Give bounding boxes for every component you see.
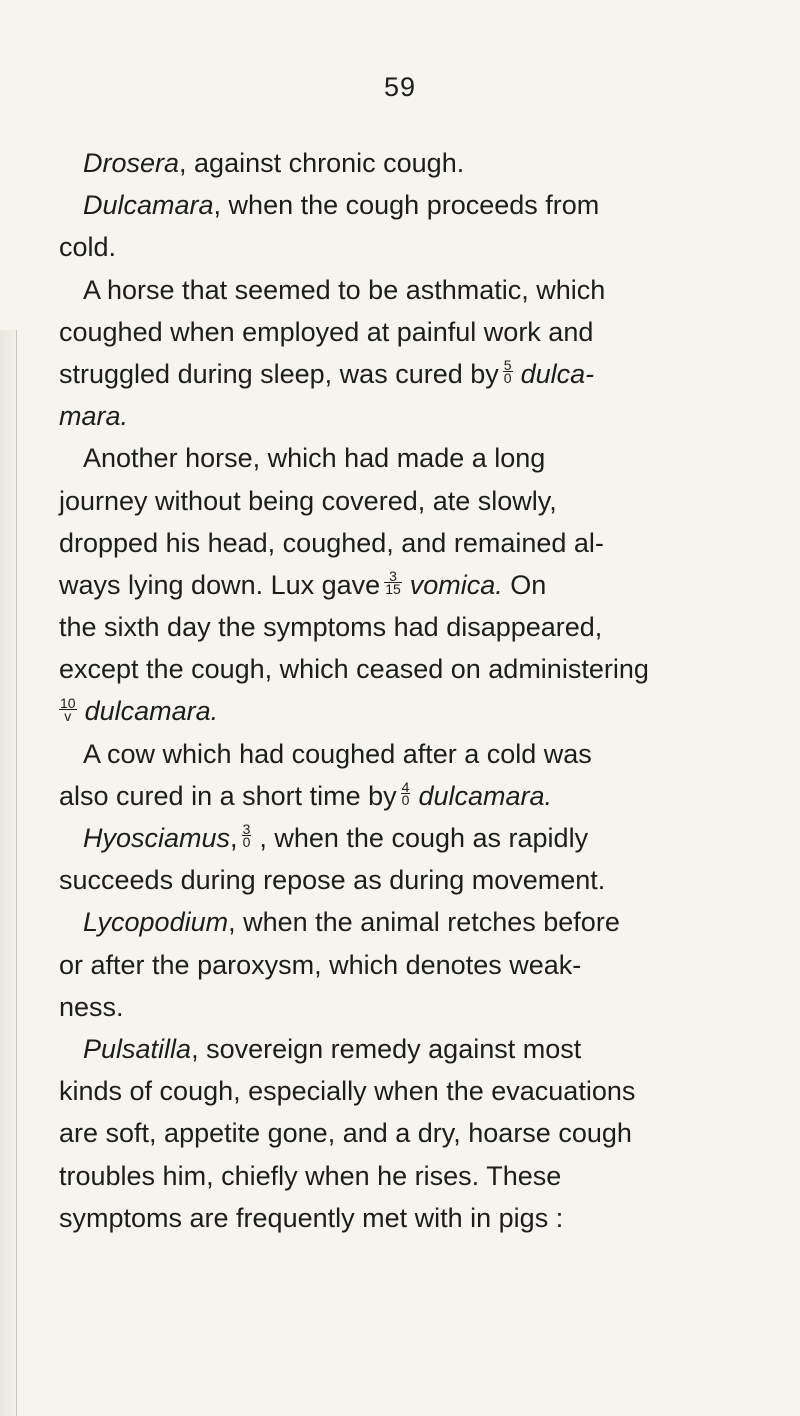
body-text (59, 142, 799, 1239)
remedy-name: Hyosciamus (83, 823, 231, 853)
dose-fraction (503, 357, 513, 387)
line-text: symptoms are frequently met with in pigs : (59, 1202, 564, 1233)
text-line (59, 184, 799, 226)
text-line (59, 269, 799, 311)
text-line (59, 944, 799, 986)
line-text: , when the cough as rapidly (259, 823, 589, 853)
text-line (59, 606, 799, 648)
text-line (59, 437, 799, 479)
line-text: ness. (59, 991, 124, 1022)
line-text: coughed when employed at painful work and (59, 316, 594, 347)
line-text: ways lying down. Lux gave (59, 569, 381, 600)
line-text: journey without being covered, ate slowly, (59, 485, 557, 516)
dose-fraction (401, 779, 411, 809)
line-text: A cow which had coughed after a cold was (83, 738, 592, 769)
line-text: Another horse, which had made a long (83, 443, 546, 474)
text-line (59, 480, 799, 522)
remedy-name: Pulsatilla (83, 1033, 192, 1064)
line-text: A horse that seemed to be asthmatic, which (83, 274, 606, 305)
line-text: the sixth day the symptoms had disappeared, (59, 612, 603, 643)
text-line (59, 522, 799, 564)
page-gutter-edge (16, 330, 17, 1416)
text-line (59, 648, 799, 690)
remedy-name: Drosera (83, 148, 180, 178)
line-text: or after the paroxysm, which denotes weak- (59, 949, 582, 980)
line-text: cold. (59, 232, 117, 263)
text-line (59, 775, 799, 817)
line-text: , when the cough proceeds from (213, 190, 600, 221)
text-line (59, 564, 799, 606)
text-line (59, 1112, 799, 1154)
fraction-numerator: 3 (384, 570, 402, 583)
remedy-name: Dulcamara (83, 190, 214, 221)
line-text: On (510, 569, 547, 600)
remedy-name: vomica. (409, 569, 511, 600)
fraction-denominator: 0 (242, 834, 251, 851)
line-text: also cured in a short time by (59, 780, 397, 811)
text-line (59, 395, 799, 437)
page-number: 59 (383, 72, 417, 102)
page-gutter-shadow (0, 330, 16, 1416)
fraction-numerator: 3 (242, 821, 251, 838)
line-text: troubles him, chiefly when he rises. These (59, 1160, 562, 1191)
text-line (59, 311, 799, 353)
line-text: are soft, appetite gone, and a dry, hoarse cough (59, 1118, 632, 1149)
remedy-name: Lycopodium (83, 907, 229, 938)
line-text: , sovereign remedy against most (191, 1033, 582, 1064)
remedy-name: dulcamara. (84, 696, 219, 727)
line-text: , (230, 823, 238, 853)
text-line (59, 226, 799, 268)
fraction-numerator: 10 (60, 694, 76, 711)
line-text: struggled during sleep, was cured by (59, 358, 499, 389)
text-line (59, 690, 799, 732)
text-line (59, 1070, 799, 1112)
text-line (59, 1155, 799, 1197)
fraction-denominator: 15 (385, 581, 401, 598)
line-text: except the cough, which ceased on administering (59, 654, 649, 685)
fraction-numerator: 5 (503, 357, 512, 374)
fraction-numerator: 4 (401, 779, 410, 796)
text-line (59, 859, 799, 901)
line-text: , when the animal retches before (228, 907, 620, 938)
line-text: succeeds during repose as during movement. (59, 865, 606, 896)
line-text: , against chronic cough. (179, 148, 465, 178)
text-line (59, 901, 799, 943)
dose-fraction (242, 821, 252, 851)
text-line (59, 986, 799, 1028)
text-line (59, 142, 799, 184)
dose-fraction (384, 568, 402, 598)
text-line (59, 1028, 799, 1070)
text-line (59, 733, 799, 775)
fraction-denominator: 0 (401, 792, 410, 809)
text-line (59, 353, 799, 395)
remedy-name: dulca- (520, 358, 595, 389)
remedy-name: dulcamara. (418, 780, 553, 811)
line-text: kinds of cough, especially when the evacuations (59, 1076, 636, 1107)
text-line (59, 817, 799, 859)
remedy-name: mara. (59, 401, 129, 432)
fraction-denominator: v (64, 707, 72, 724)
line-text: dropped his head, coughed, and remained al- (59, 527, 604, 558)
text-line (59, 1197, 799, 1239)
fraction-denominator: 0 (503, 370, 512, 387)
dose-fraction (59, 694, 77, 724)
